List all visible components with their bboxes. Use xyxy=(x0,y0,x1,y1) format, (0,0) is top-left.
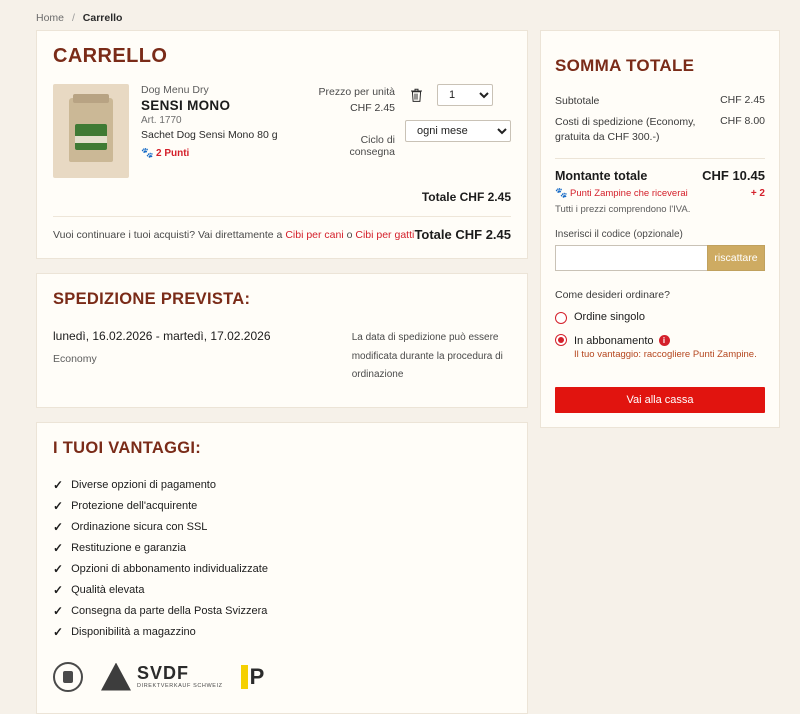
svdf-subtitle: DIREKTVERKAUF SCHWEIZ xyxy=(137,682,223,689)
radio-single-icon[interactable] xyxy=(555,312,567,324)
swiss-post-logo xyxy=(241,665,265,689)
shipping-body xyxy=(53,329,511,385)
total-label: Montante totale xyxy=(555,168,648,183)
advantage-label: Protezione dell'acquirente xyxy=(71,499,198,512)
svdf-mark-icon xyxy=(101,663,131,691)
breadcrumb-separator: / xyxy=(71,12,75,24)
svdf-wordmark: SVDF xyxy=(137,662,190,683)
cart-card xyxy=(36,30,528,259)
advantage-label: Disponibilità a magazzino xyxy=(71,625,196,638)
order-option-subscription-label: In abbonamento xyxy=(574,334,654,347)
list-item xyxy=(53,499,511,513)
unit-price-label: Prezzo per unità xyxy=(318,86,395,98)
delivery-frequency-select[interactable] xyxy=(405,120,511,142)
shipping-cost-value: CHF 8.00 xyxy=(720,115,765,128)
breadcrumb xyxy=(36,12,122,24)
points-label: Punti Zampine che riceverai xyxy=(570,187,688,199)
checkout-button[interactable]: Vai alla cassa xyxy=(555,387,765,413)
points-value: + 2 xyxy=(750,187,765,199)
check-icon: ✓ xyxy=(53,624,64,639)
advantage-label: Ordinazione sicura con SSL xyxy=(71,520,208,533)
order-summary-card xyxy=(540,44,780,428)
svdf-text-block xyxy=(137,664,223,690)
vat-note: Tutti i prezzi comprendono l'IVA. xyxy=(555,203,691,215)
trash-icon[interactable] xyxy=(405,84,427,106)
shipping-title: SPEDIZIONE PREVISTA: xyxy=(53,290,251,308)
quality-seal-logo-icon xyxy=(53,662,83,692)
subscription-block xyxy=(574,335,765,362)
order-type-question: Come desideri ordinare? xyxy=(555,288,670,301)
radio-subscription-icon[interactable] xyxy=(555,334,567,346)
subtotal-label: Subtotale xyxy=(555,95,600,107)
left-column xyxy=(36,30,528,714)
breadcrumb-home[interactable]: Home xyxy=(36,12,65,24)
product-price-column xyxy=(314,84,395,158)
order-option-single-label: Ordine singolo xyxy=(574,310,645,323)
product-bag-top-shape xyxy=(73,94,109,103)
check-icon: ✓ xyxy=(53,603,64,618)
link-cat-food[interactable]: Cibi per gatti xyxy=(355,228,415,241)
subscription-benefit: Il tuo vantaggio: raccogliere Punti Zampine. xyxy=(574,348,757,360)
check-icon: ✓ xyxy=(53,582,64,597)
list-item xyxy=(53,520,511,534)
product-thumbnail[interactable] xyxy=(53,84,129,178)
redeem-button[interactable]: riscattare xyxy=(707,245,765,271)
advantages-card xyxy=(36,422,528,714)
advantages-list xyxy=(53,478,511,639)
product-label-stripe-shape xyxy=(75,136,107,143)
list-item xyxy=(53,478,511,492)
total-row xyxy=(555,168,765,183)
trust-logos xyxy=(53,655,511,699)
list-item xyxy=(53,562,511,576)
advantage-label: Opzioni di abbonamento individualizzate xyxy=(71,562,268,575)
quantity-select[interactable] xyxy=(437,84,493,106)
continue-shopping-row xyxy=(53,227,511,242)
list-item xyxy=(53,625,511,639)
subtotal-value: CHF 2.45 xyxy=(720,94,765,106)
list-item xyxy=(53,604,511,618)
post-p-letter: P xyxy=(249,663,265,689)
paw-icon: 🐾 xyxy=(141,148,154,159)
trash-and-quantity-row xyxy=(405,84,511,106)
order-option-single[interactable] xyxy=(555,311,765,324)
advantage-label: Consegna da parte della Posta Svizzera xyxy=(71,604,268,617)
shipping-left xyxy=(53,329,352,385)
product-points-value: 2 Punti xyxy=(156,148,190,159)
shipping-card xyxy=(36,273,528,408)
product-info xyxy=(141,84,314,159)
advantages-title: I TUOI VANTAGGI: xyxy=(53,438,202,457)
breadcrumb-current: Carrello xyxy=(82,12,123,24)
product-points-line xyxy=(141,148,314,159)
list-item xyxy=(53,583,511,597)
svdf-logo xyxy=(101,663,223,691)
product-variant: Sachet Dog Sensi Mono 80 g xyxy=(141,129,278,141)
advantage-label: Diverse opzioni di pagamento xyxy=(71,478,216,491)
paw-icon: 🐾 xyxy=(555,187,568,199)
shipping-dates: lunedì, 16.02.2026 - martedì, 17.02.2026 xyxy=(53,329,271,343)
product-brand-line: Dog Menu Dry xyxy=(141,84,209,96)
shipping-cost-label: Costi di spedizione (Economy, gratuita da CHF 300.-) xyxy=(555,116,696,144)
check-icon: ✓ xyxy=(53,477,64,492)
advantage-label: Qualità elevata xyxy=(71,583,145,596)
cart-line-item xyxy=(53,84,511,178)
link-dog-food[interactable]: Cibi per cani xyxy=(285,228,344,241)
list-item xyxy=(53,541,511,555)
product-name[interactable]: SENSI MONO xyxy=(141,98,231,113)
promo-code-row xyxy=(555,245,765,271)
shipping-cost-row xyxy=(555,115,765,145)
shipping-type: Economy xyxy=(53,353,97,365)
summary-divider xyxy=(555,158,765,159)
promo-code-input[interactable] xyxy=(555,245,707,271)
summary-top-strip xyxy=(540,30,780,44)
delivery-cycle-label: Ciclo di consegna xyxy=(349,134,395,158)
product-article-number: Art. 1770 xyxy=(141,115,182,126)
page-title: CARRELLO xyxy=(53,45,168,67)
order-option-subscription[interactable] xyxy=(555,333,765,362)
continue-prefix: Vuoi continuare i tuoi acquisti? Vai direttamente a xyxy=(53,228,286,241)
total-value: CHF 10.45 xyxy=(702,167,765,183)
promo-code-label: Inserisci il codice (opzionale) xyxy=(555,228,683,240)
continue-mid: o xyxy=(343,228,356,241)
post-bar-icon xyxy=(241,665,248,689)
advantage-label: Restituzione e garanzia xyxy=(71,541,187,554)
subscription-line xyxy=(574,335,765,362)
check-icon: ✓ xyxy=(53,561,64,576)
product-controls xyxy=(395,84,511,142)
continue-shopping-text xyxy=(53,229,414,241)
check-icon: ✓ xyxy=(53,498,64,513)
points-row xyxy=(555,188,765,199)
shipping-note: La data di spedizione può essere modificata durante la procedura di ordinazione xyxy=(351,332,503,380)
check-icon: ✓ xyxy=(53,519,64,534)
cart-divider xyxy=(53,216,511,217)
info-icon[interactable]: i xyxy=(659,335,670,346)
unit-price-value: CHF 2.45 xyxy=(350,102,395,114)
points-left xyxy=(555,188,688,199)
right-column xyxy=(540,30,780,428)
summary-title: SOMMA TOTALE xyxy=(555,56,695,75)
check-icon: ✓ xyxy=(53,540,64,555)
subtotal-row xyxy=(555,94,765,109)
cart-grand-total: Totale CHF 2.45 xyxy=(414,227,511,242)
line-item-total: Totale CHF 2.45 xyxy=(421,190,511,204)
